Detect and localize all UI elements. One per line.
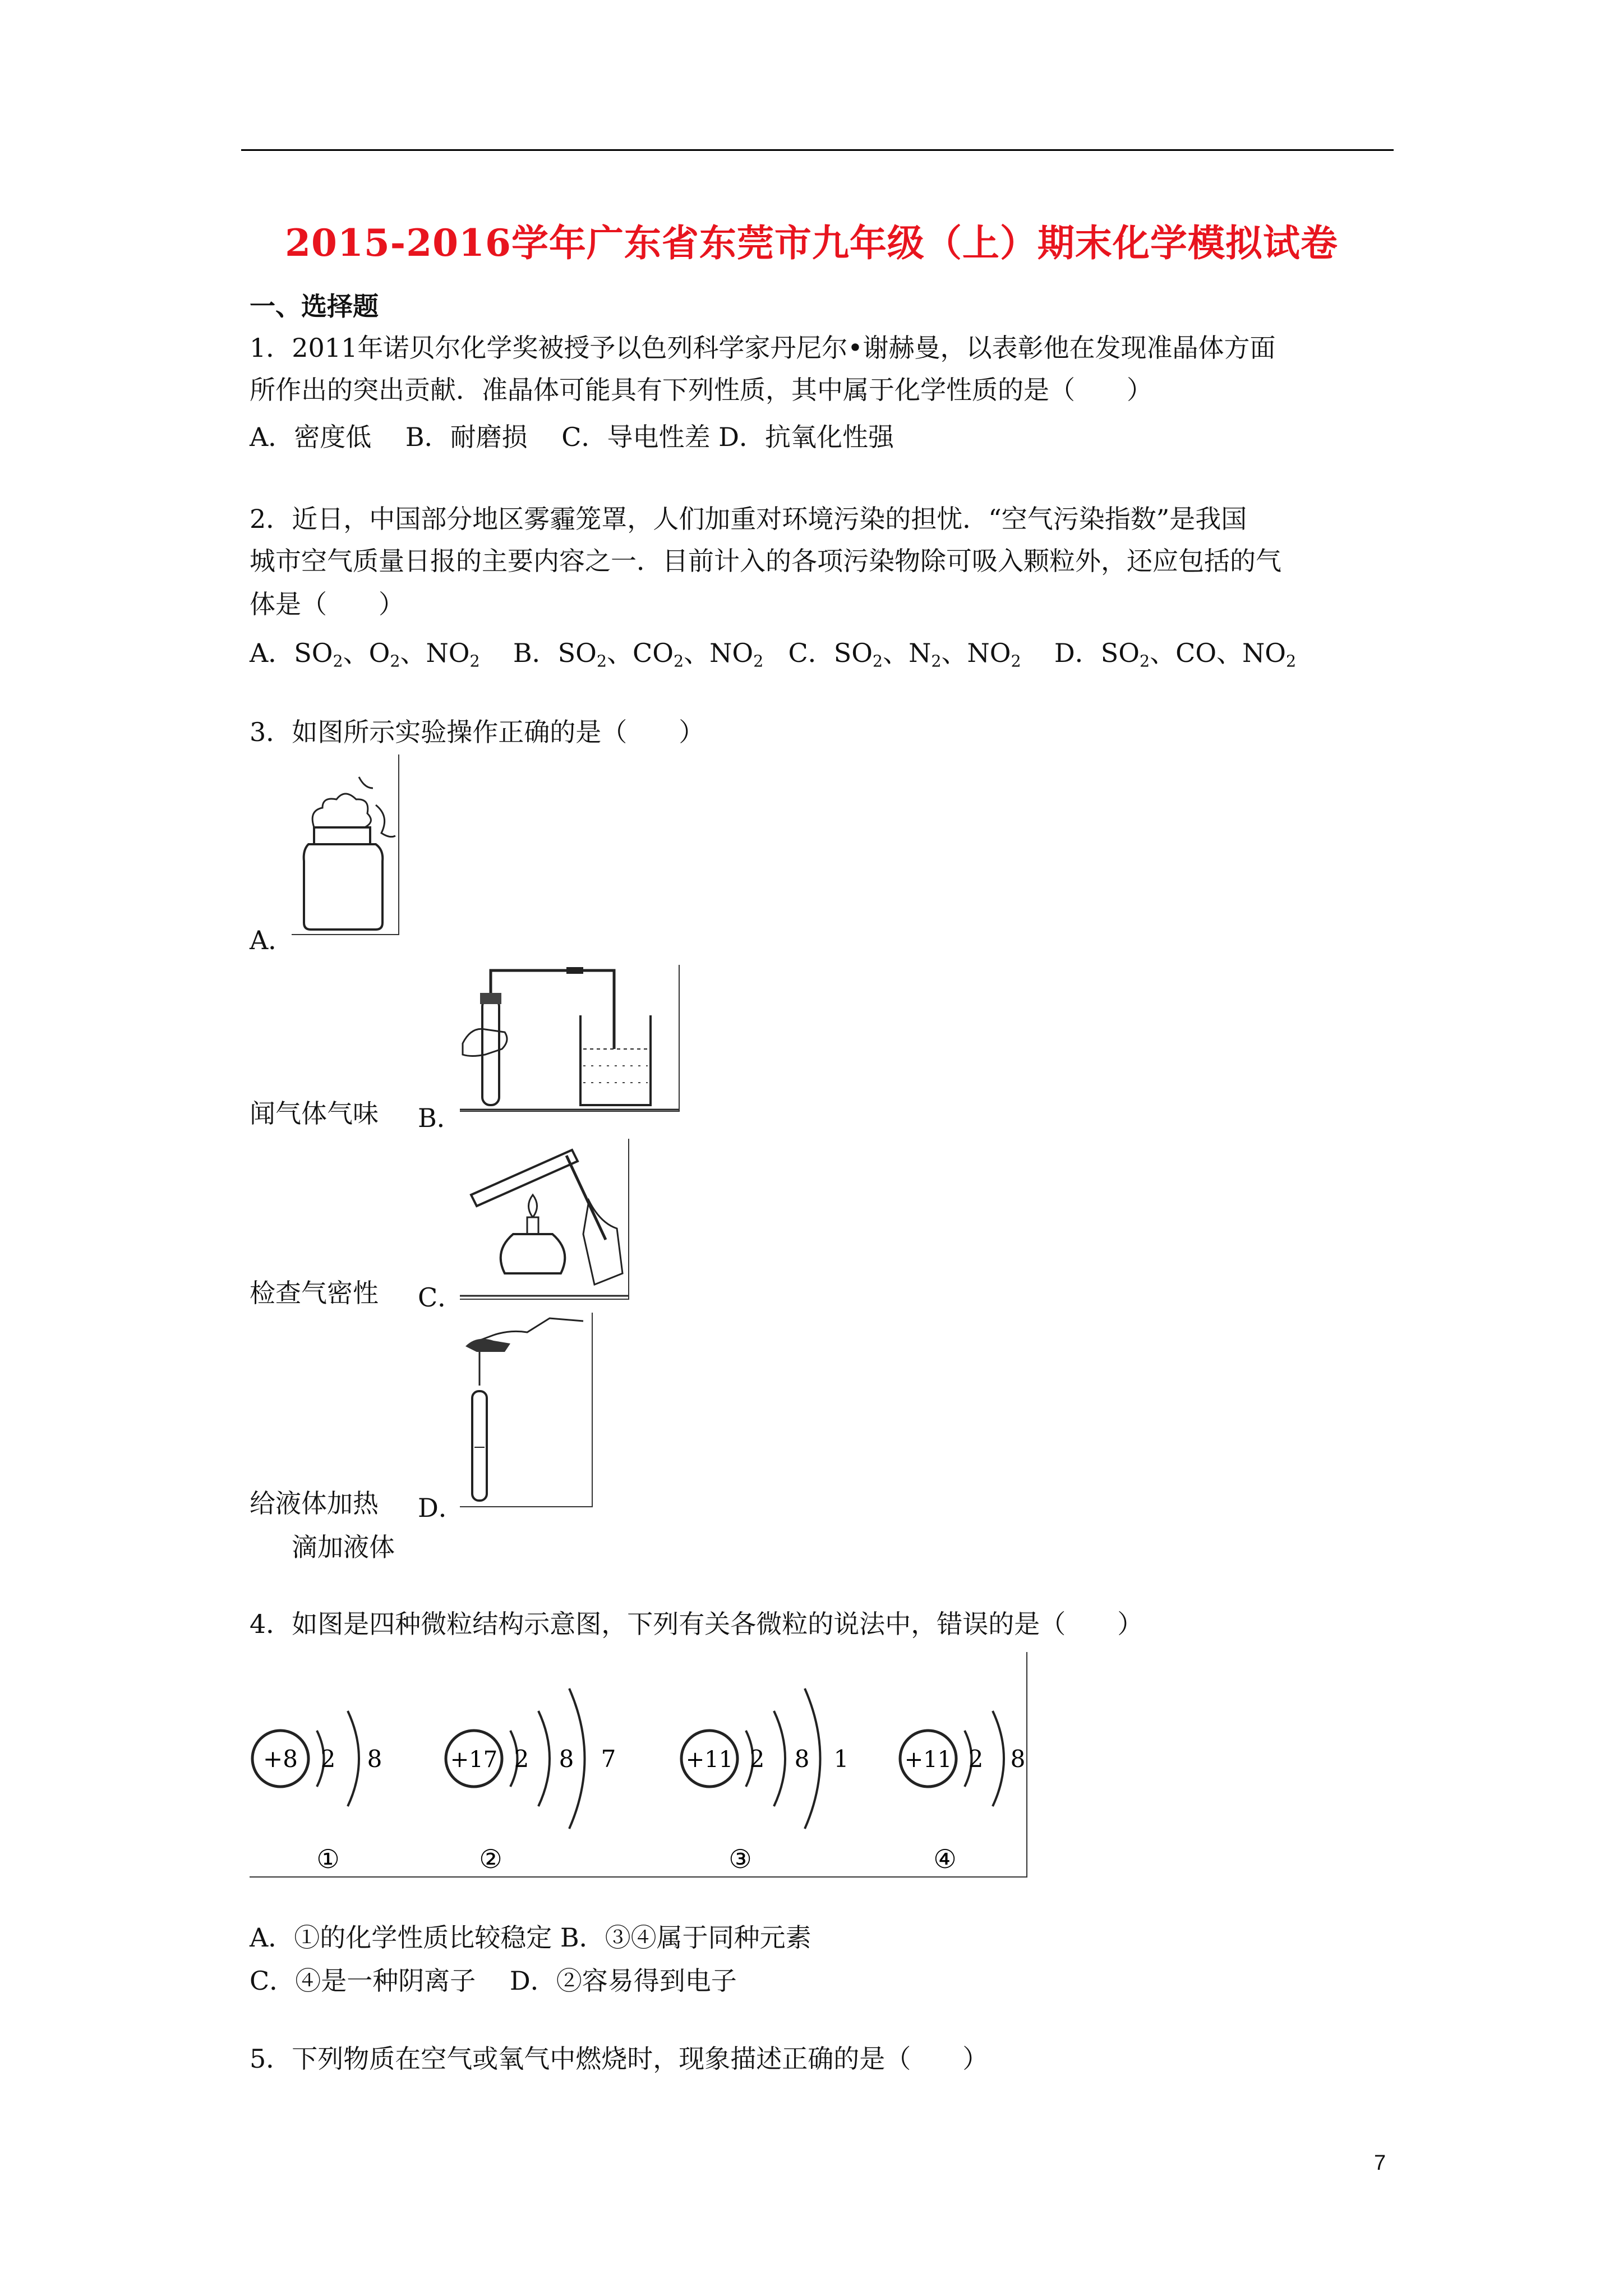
- particle-2-shell-1: 2: [514, 1745, 529, 1773]
- q2-option-d: D．$SO_2$、CO、$NO_2$: [1054, 638, 1297, 671]
- particle-3-nucleus: +11: [685, 1747, 734, 1773]
- particle-1: [252, 1711, 382, 1874]
- q2-option-a: A．$SO_2$、$O_2$、$NO_2$: [250, 638, 480, 671]
- q3-desc-c: 给液体加热: [250, 1488, 379, 1519]
- q3-label-c: C．: [418, 1282, 464, 1313]
- particle-3-shell-1: 2: [749, 1745, 765, 1773]
- q3-label-d: D．: [418, 1493, 464, 1523]
- particle-4-shell-2: 8: [1010, 1745, 1026, 1773]
- q1-line-2: 所作出的突出贡献．准晶体可能具有下列性质，其中属于化学性质的是（ ）: [250, 375, 1152, 405]
- q2-option-c: C．$SO_2$、$N_2$、$NO_2$: [788, 638, 1021, 671]
- particle-1-label: ①: [316, 1844, 340, 1874]
- q3-desc-a: 闻气体气味: [250, 1098, 379, 1129]
- q3-stem: 3．如图所示实验操作正确的是（ ）: [250, 717, 705, 747]
- particle-4: [900, 1711, 1025, 1874]
- particle-2-shell-2: 8: [559, 1745, 574, 1773]
- particle-1-shell-2: 8: [367, 1745, 382, 1773]
- section-heading: 一、选择题: [250, 291, 379, 321]
- q3-desc-b: 检查气密性: [250, 1278, 379, 1308]
- particle-2: [446, 1688, 616, 1874]
- particle-4-shell-1: 2: [968, 1745, 984, 1773]
- figure-smell-gas: [292, 754, 399, 935]
- q3-label-a: A．: [250, 925, 294, 955]
- q2-line-1: 2．近日，中国部分地区雾霾笼罩，人们加重对环境污染的担忧．“空气污染指数”是我国: [250, 504, 1247, 534]
- page-number: 7: [1374, 2151, 1386, 2175]
- q3-label-b: B．: [418, 1103, 463, 1133]
- q4-options-line-2: C．④是一种阴离子 D．②容易得到电子: [250, 1966, 737, 1996]
- header-rule: [241, 149, 1394, 151]
- particle-3-shell-3: 1: [833, 1745, 849, 1773]
- figure-dropping-liquid: [460, 1313, 593, 1507]
- particle-2-shell-3: 7: [601, 1745, 616, 1773]
- particle-1-shell-1: 2: [320, 1745, 336, 1773]
- q5-stem: 5．下列物质在空气或氧气中燃烧时，现象描述正确的是（ ）: [250, 2044, 989, 2074]
- particle-4-nucleus: +11: [904, 1747, 952, 1773]
- q1-line-1: 1．2011年诺贝尔化学奖被授予以色列科学家丹尼尔•谢赫曼，以表彰他在发现准晶体方面: [250, 333, 1276, 363]
- particle-2-label: ②: [479, 1844, 502, 1874]
- figure-heating-liquid: [460, 1139, 629, 1300]
- q2-line-3: 体是（ ）: [250, 589, 404, 619]
- q2-line-2: 城市空气质量日报的主要内容之一．目前计入的各项污染物除可吸入颗粒外，还应包括的气: [250, 546, 1281, 576]
- particle-3-label: ③: [728, 1844, 752, 1874]
- page-title: 2015-2016学年广东省东莞市九年级（上）期末化学模拟试卷: [285, 221, 1338, 265]
- particle-3-shell-2: 8: [794, 1745, 810, 1773]
- particle-2-nucleus: +17: [450, 1747, 498, 1773]
- q1-options: A．密度低 B．耐磨损 C．导电性差 D．抗氧化性强: [250, 422, 894, 452]
- particle-4-label: ④: [933, 1844, 957, 1874]
- particle-1-nucleus: +8: [263, 1745, 298, 1773]
- q4-options-line-1: A．①的化学性质比较稳定 B．③④属于同种元素: [250, 1922, 811, 1953]
- particle-3: [681, 1688, 849, 1874]
- figure-airtightness: [460, 965, 680, 1112]
- q4-stem: 4．如图是四种微粒结构示意图，下列有关各微粒的说法中，错误的是（ ）: [250, 1609, 1144, 1639]
- q3-desc-d: 滴加液体: [292, 1532, 395, 1562]
- figure-particle-structures: [250, 1652, 1027, 1878]
- q2-option-b: B．$SO_2$、$CO_2$、$NO_2$: [513, 638, 764, 671]
- q2-options: [250, 633, 1296, 671]
